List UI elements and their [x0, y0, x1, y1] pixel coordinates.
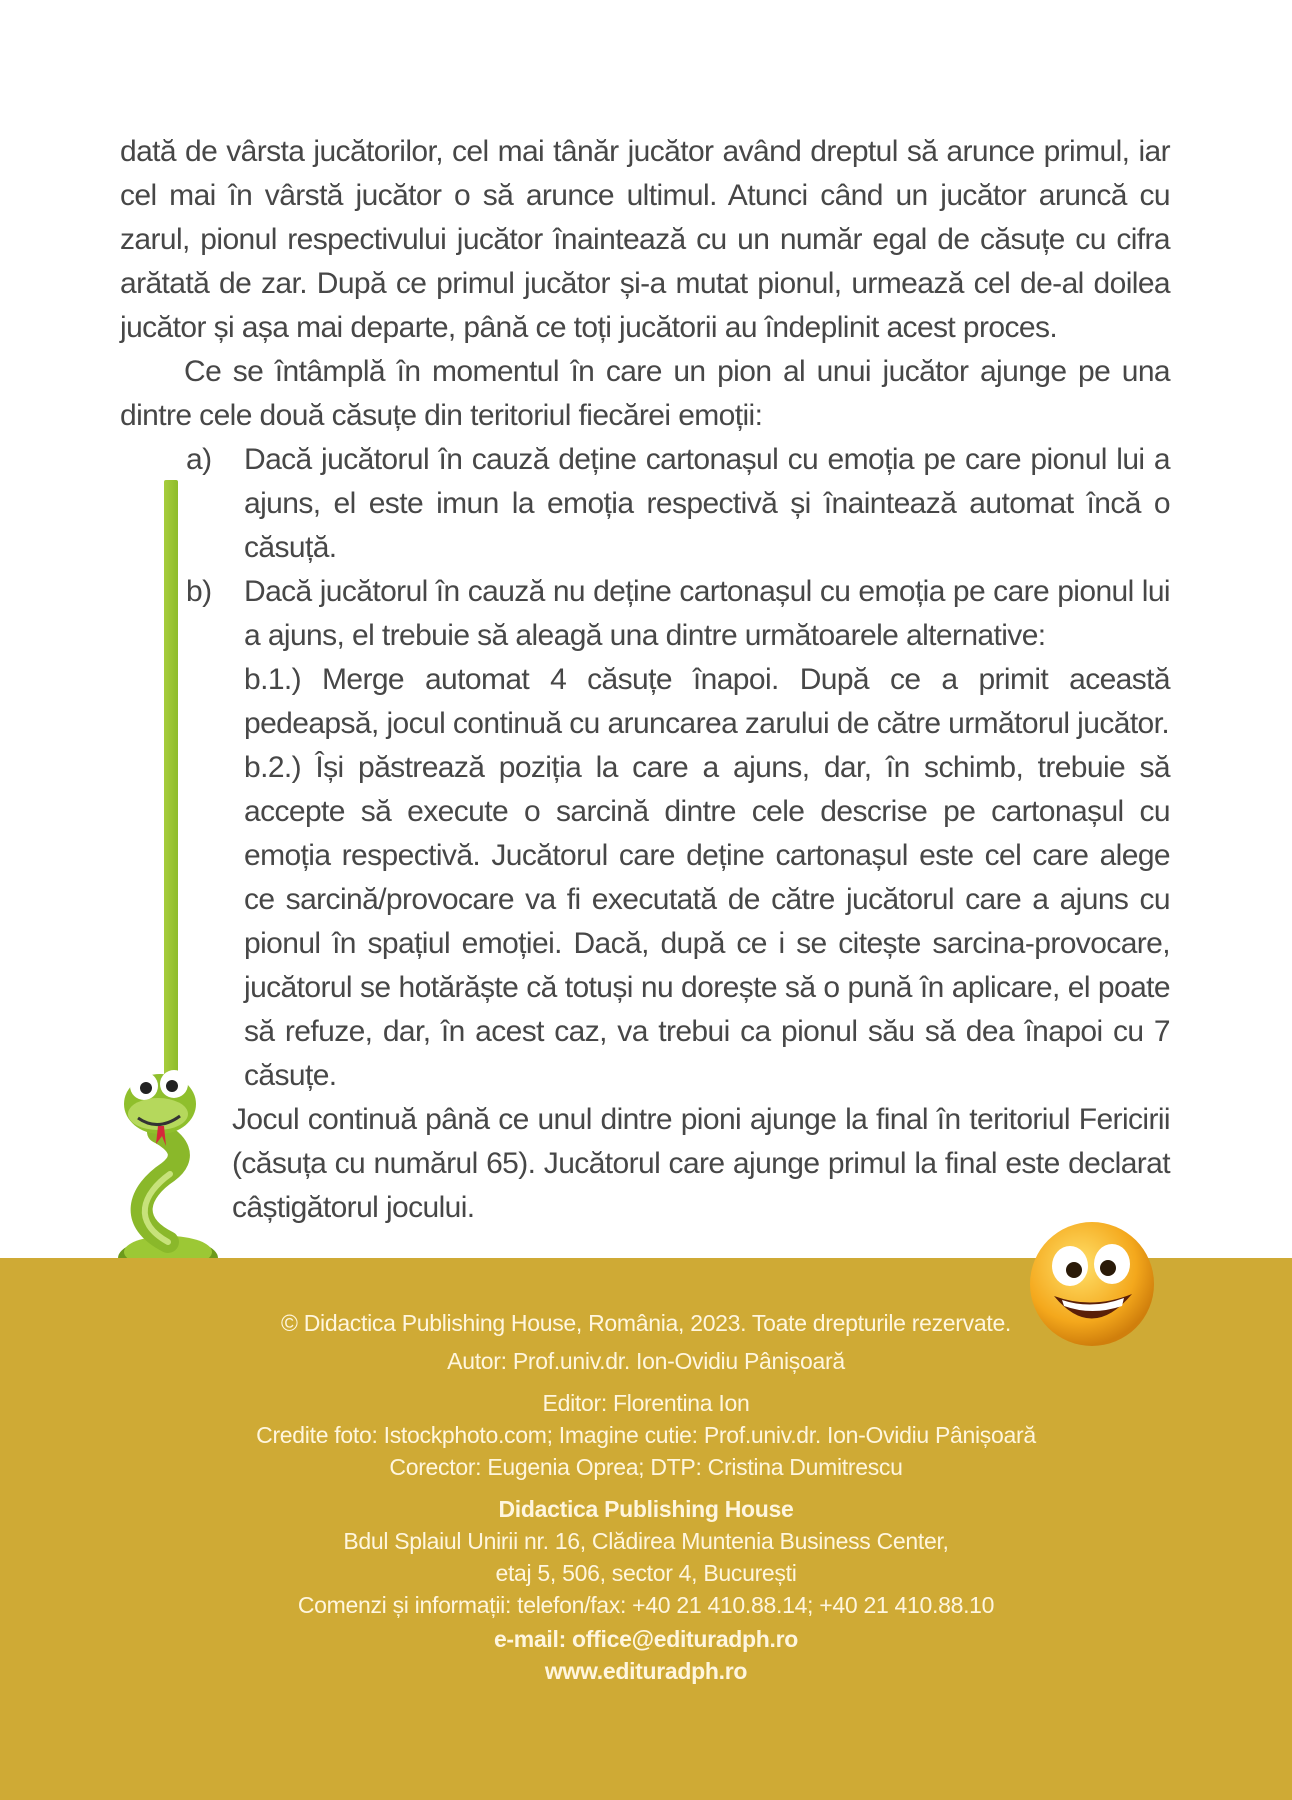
paragraph-question: Ce se întâmplă în momentul în care un pion al unui jucător ajunge pe una dintre cele două căsuțe din teritoriul fiecărei emoții:	[120, 355, 1170, 432]
list-text-b: Dacă jucătorul în cauză nu deține cartonașul cu emoția pe care pionul lui a ajuns, el trebuie să aleagă una dintre următoarele alternative:	[244, 575, 1170, 652]
proofreader-text: Corector: Eugenia Oprea; DTP: Cristina Dumitrescu	[389, 1454, 903, 1480]
option-b2: b.2.) Își păstrează poziția la care a ajuns, dar, în schimb, trebuie să accepte să execute o sarcină dintre cele descrise pe cartonașul cu emoția respectivă. Jucătorul care deține cartonașul este cel care alege ce sarcină/provocare va fi executată de către jucătorul care a ajuns cu pionul în spațiul emoției. Dacă, după ce i se citește sarcina-provocare, jucătorul se hotărăște că totuși nu dorește să o pună în aplicare, el poate să refuze, dar, în acest caz, va trebui ca pionul său să dea înapoi cu 7 căsuțe.	[244, 751, 1170, 1092]
paragraph-final: Jocul continuă până ce unul dintre pioni ajunge la final în teritoriul Fericirii (căsuța cu numărul 65). Jucătorul care ajunge primul la final este declarat câștigătorul jocului.	[232, 1103, 1170, 1224]
address-line-2: etaj 5, 506, sector 4, București	[495, 1560, 797, 1586]
publisher-name: Didactica Publishing House	[498, 1496, 794, 1522]
list-item-a	[120, 438, 1170, 570]
green-accent-bar	[164, 480, 178, 1090]
smiley-emoji-icon	[1026, 1218, 1158, 1350]
option-b1: b.1.) Merge automat 4 căsuțe înapoi. După ce a primit această pedeapsă, jocul continuă cu aruncarea zarului de către următorul jucător.	[244, 663, 1170, 740]
list-text-a: Dacă jucătorul în cauză deține cartonașul cu emoția pe care pionul lui a ajuns, el este imun la emoția respectivă și înaintează automat încă o căsuță.	[244, 443, 1170, 564]
photo-credits-text: Credite foto: Istockphoto.com; Imagine cutie: Prof.univ.dr. Ion-Ovidiu Pânișoară	[256, 1422, 1036, 1448]
paragraph-intro: dată de vârsta jucătorilor, cel mai tânăr jucător având dreptul să arunce primul, iar cel mai în vârstă jucător o să arunce ultimul. Atunci când un jucător aruncă cu zarul, pionul respectivului jucător înaintează cu un număr egal de căsuțe cu cifra arătată de zar. După ce primul jucător și-a mutat pionul, urmează cel de-al doilea jucător și așa mai departe, până ce toți jucătorii au îndeplinit acest proces.	[120, 135, 1170, 344]
list-marker-a: a)	[186, 443, 212, 476]
email-text[interactable]: e-mail: office@edituradph.ro	[493, 1626, 799, 1652]
snake-mascot-icon	[108, 1052, 226, 1284]
website-link[interactable]: www.edituradph.ro	[544, 1658, 748, 1684]
address-line-1: Bdul Splaiul Unirii nr. 16, Clădirea Muntenia Business Center,	[343, 1528, 949, 1554]
copyright-text: © Didactica Publishing House, România, 2023. Toate drepturile rezervate.	[280, 1310, 1012, 1336]
author-text: Autor: Prof.univ.dr. Ion-Ovidiu Pânișoară	[447, 1348, 845, 1374]
list-marker-b: b)	[186, 575, 212, 608]
list-item-b	[120, 570, 1170, 658]
rules-text	[120, 130, 1170, 1230]
orders-text: Comenzi și informații: telefon/fax: +40 21 410.88.14; +40 21 410.88.10	[297, 1592, 995, 1618]
editor-text: Editor: Florentina Ion	[542, 1390, 750, 1416]
